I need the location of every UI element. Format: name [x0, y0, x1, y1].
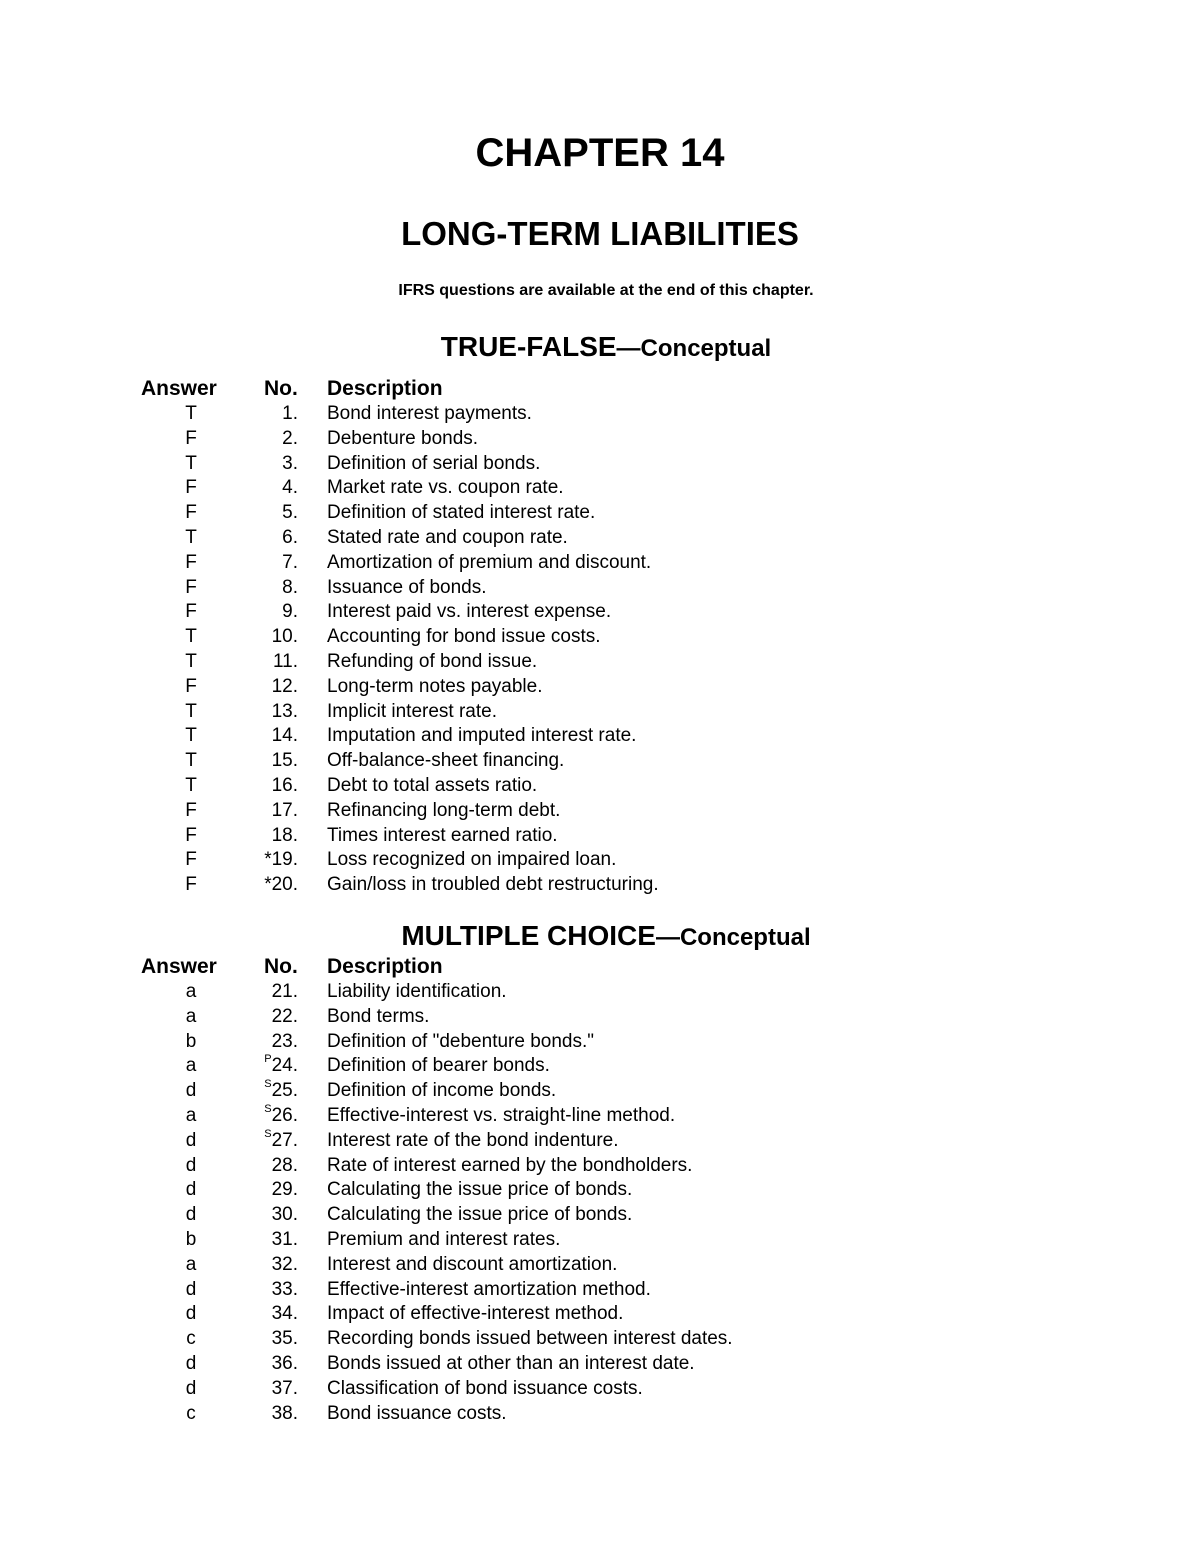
question-row — [0, 1054, 1200, 1079]
description-cell: Definition of serial bonds. — [327, 452, 541, 474]
question-row — [0, 576, 1200, 601]
question-row — [0, 700, 1200, 725]
description-cell: Gain/loss in troubled debt restructuring. — [327, 874, 659, 896]
question-number: 16. — [271, 774, 298, 796]
description-cell: Bond interest payments. — [327, 403, 532, 424]
question-row — [0, 600, 1200, 625]
question-row — [0, 980, 1200, 1005]
description-cell: Calculating the issue price of bonds. — [327, 1204, 633, 1226]
question-row — [0, 1228, 1200, 1253]
section-title-main: MULTIPLE CHOICE — [401, 920, 656, 951]
question-number-cell — [230, 1129, 298, 1156]
description-cell: Interest paid vs. interest expense. — [327, 601, 612, 623]
question-row — [0, 675, 1200, 700]
column-header-answer: Answer — [141, 377, 217, 400]
question-number: 30. — [271, 1204, 298, 1226]
question-row — [0, 1129, 1200, 1154]
question-source-marker: P — [264, 1053, 272, 1066]
question-number: 32. — [271, 1253, 298, 1275]
description-cell: Off-balance-sheet financing. — [327, 750, 565, 772]
question-number: 13. — [271, 700, 298, 722]
question-row — [0, 749, 1200, 774]
question-number: 36. — [271, 1352, 298, 1374]
question-number: 22. — [271, 1005, 298, 1027]
question-number: 38. — [271, 1402, 298, 1424]
description-cell: Accounting for bond issue costs. — [327, 626, 601, 648]
answer-cell: d — [185, 1129, 197, 1151]
question-number-cell — [230, 724, 298, 749]
description-cell: Interest rate of the bond indenture. — [327, 1129, 619, 1151]
description-cell: Rate of interest earned by the bondholders. — [327, 1154, 693, 1176]
question-number-cell — [230, 1278, 298, 1303]
section-title-multiple-choice — [0, 918, 1200, 956]
section-title-sub: —Conceptual — [616, 335, 772, 362]
question-number-cell — [230, 1203, 298, 1228]
question-number-cell — [230, 675, 298, 700]
question-number-cell — [230, 799, 298, 824]
question-number: 3. — [282, 452, 298, 474]
question-number: 21. — [271, 981, 298, 1002]
description-cell: Classification of bond issuance costs. — [327, 1377, 643, 1399]
description-cell: Interest and discount amortization. — [327, 1253, 618, 1275]
description-cell: Effective-interest amortization method. — [327, 1278, 651, 1300]
answer-cell: a — [185, 981, 197, 1002]
question-row — [0, 1178, 1200, 1203]
question-row — [0, 476, 1200, 501]
question-row — [0, 501, 1200, 526]
chapter-title: CHAPTER 14 — [475, 131, 725, 175]
question-number: 12. — [271, 675, 298, 697]
answer-cell: d — [185, 1303, 197, 1325]
answer-cell: T — [185, 452, 197, 474]
answer-cell: d — [185, 1204, 197, 1226]
answer-cell: T — [185, 650, 197, 672]
answer-cell: c — [186, 1402, 196, 1424]
question-row — [0, 1104, 1200, 1129]
question-row — [0, 724, 1200, 749]
question-number-cell — [230, 1253, 298, 1278]
answer-cell: F — [185, 849, 197, 871]
question-number: 17. — [271, 799, 298, 821]
question-number-cell — [230, 427, 298, 452]
question-row — [0, 1402, 1200, 1427]
question-number: 33. — [271, 1278, 298, 1300]
question-number: 29. — [271, 1179, 298, 1201]
question-number-cell — [230, 600, 298, 625]
question-number-cell — [230, 824, 298, 849]
description-cell: Bond terms. — [327, 1005, 430, 1027]
description-cell: Market rate vs. coupon rate. — [327, 477, 564, 499]
question-row — [0, 1203, 1200, 1228]
question-row — [0, 1278, 1200, 1303]
question-number-cell — [230, 1377, 298, 1402]
question-source-marker: S — [264, 1127, 272, 1140]
question-row — [0, 452, 1200, 477]
answer-cell: a — [185, 1104, 197, 1126]
column-header-description: Description — [327, 955, 443, 978]
question-number-cell — [230, 551, 298, 576]
question-row — [0, 774, 1200, 799]
description-cell: Long-term notes payable. — [327, 675, 543, 697]
question-number-cell — [230, 1352, 298, 1377]
question-number: 18. — [271, 824, 298, 846]
description-cell: Premium and interest rates. — [327, 1228, 561, 1250]
question-row — [0, 650, 1200, 675]
question-row — [0, 1352, 1200, 1377]
question-number-cell — [230, 1154, 298, 1179]
question-number-cell — [230, 402, 298, 427]
description-cell: Times interest earned ratio. — [327, 824, 558, 846]
answer-cell: T — [185, 700, 197, 722]
question-row — [0, 1302, 1200, 1327]
question-number: 15. — [271, 750, 298, 772]
question-number: 10. — [271, 626, 298, 648]
description-cell: Impact of effective-interest method. — [327, 1303, 624, 1325]
section-title-sub: —Conceptual — [655, 924, 811, 951]
question-number-cell — [230, 873, 298, 898]
description-cell: Stated rate and coupon rate. — [327, 526, 568, 548]
column-header-description: Description — [327, 377, 443, 400]
answer-cell: d — [185, 1278, 197, 1300]
question-number-cell — [230, 650, 298, 675]
answer-cell: T — [185, 725, 197, 747]
question-row — [0, 1377, 1200, 1402]
answer-cell: d — [185, 1154, 197, 1176]
answer-cell: T — [185, 774, 197, 796]
answer-cell: F — [185, 502, 197, 524]
answer-cell: F — [185, 477, 197, 499]
question-row — [0, 1079, 1200, 1104]
question-number: 14. — [271, 725, 298, 747]
question-number-cell — [230, 848, 298, 873]
question-number-cell — [230, 980, 298, 1005]
description-cell: Effective-interest vs. straight-line method. — [327, 1104, 676, 1126]
question-number-cell — [230, 501, 298, 526]
question-number: 34. — [271, 1303, 298, 1325]
description-cell: Definition of "debenture bonds." — [327, 1030, 595, 1052]
description-cell: Definition of income bonds. — [327, 1080, 557, 1102]
description-cell: Bond issuance costs. — [327, 1402, 507, 1424]
column-header-answer: Answer — [141, 955, 217, 978]
description-cell: Refunding of bond issue. — [327, 650, 538, 672]
description-cell: Bonds issued at other than an interest date. — [327, 1352, 695, 1374]
description-cell: Loss recognized on impaired loan. — [327, 849, 617, 871]
question-number-cell — [230, 1302, 298, 1327]
question-row — [0, 1005, 1200, 1030]
question-number: *19. — [264, 849, 298, 871]
answer-cell: F — [185, 601, 197, 623]
answer-cell: F — [185, 427, 197, 449]
answer-cell: c — [186, 1328, 196, 1350]
description-cell: Amortization of premium and discount. — [327, 551, 652, 573]
answer-cell: F — [185, 675, 197, 697]
question-number-cell — [230, 1079, 298, 1106]
question-number: 2. — [282, 427, 298, 449]
question-source-marker: S — [264, 1102, 272, 1115]
question-number: 25. — [271, 1080, 298, 1102]
question-row — [0, 799, 1200, 824]
question-list-true-false — [0, 402, 1200, 898]
question-number-cell — [230, 452, 298, 477]
question-row — [0, 1030, 1200, 1055]
question-number-cell — [230, 576, 298, 601]
question-number-cell — [230, 1327, 298, 1352]
question-number: 26. — [271, 1104, 298, 1126]
section-title-true-false — [0, 329, 1200, 367]
question-number: 23. — [271, 1030, 298, 1052]
question-number-cell — [230, 1402, 298, 1427]
question-row — [0, 1253, 1200, 1278]
column-header-no: No. — [264, 955, 298, 978]
question-number: 5. — [282, 502, 298, 524]
question-number-cell — [230, 1005, 298, 1030]
answer-cell: a — [185, 1005, 197, 1027]
question-number-cell — [230, 1104, 298, 1131]
description-cell: Recording bonds issued between interest dates. — [327, 1328, 733, 1350]
description-cell: Definition of bearer bonds. — [327, 1055, 550, 1077]
question-number-cell — [230, 526, 298, 551]
answer-cell: T — [185, 626, 197, 648]
column-header-no: No. — [264, 377, 298, 400]
question-row — [0, 402, 1200, 427]
question-row — [0, 427, 1200, 452]
question-number-cell — [230, 1030, 298, 1055]
question-row — [0, 848, 1200, 873]
description-cell: Debt to total assets ratio. — [327, 774, 538, 796]
question-number: 1. — [282, 403, 298, 424]
description-cell: Definition of stated interest rate. — [327, 502, 596, 524]
chapter-subtitle: LONG-TERM LIABILITIES — [401, 215, 799, 252]
answer-cell: F — [185, 576, 197, 598]
question-number: 4. — [282, 477, 298, 499]
description-cell: Liability identification. — [327, 981, 507, 1002]
question-row — [0, 873, 1200, 898]
question-row — [0, 824, 1200, 849]
question-number-cell — [230, 476, 298, 501]
answer-cell: T — [185, 750, 197, 772]
answer-cell: d — [185, 1080, 197, 1102]
answer-cell: b — [185, 1228, 197, 1250]
question-number-cell — [230, 1178, 298, 1203]
answer-cell: d — [185, 1377, 197, 1399]
question-number: 9. — [282, 601, 298, 623]
question-number-cell — [230, 749, 298, 774]
question-row — [0, 625, 1200, 650]
question-number-cell — [230, 1228, 298, 1253]
description-cell: Issuance of bonds. — [327, 576, 487, 598]
section-title-main: TRUE-FALSE — [440, 331, 617, 362]
question-number: 27. — [271, 1129, 298, 1151]
question-number-cell — [230, 774, 298, 799]
answer-cell: b — [185, 1030, 197, 1052]
answer-cell: F — [185, 551, 197, 573]
description-cell: Debenture bonds. — [327, 427, 479, 449]
question-number: 6. — [282, 526, 298, 548]
description-cell: Implicit interest rate. — [327, 700, 497, 722]
answer-cell: d — [185, 1352, 197, 1374]
answer-cell: a — [185, 1253, 197, 1275]
answer-cell: F — [185, 824, 197, 846]
question-number: 8. — [282, 576, 298, 598]
question-number: *20. — [264, 874, 298, 896]
question-number: 11. — [272, 650, 298, 672]
question-number: 24. — [271, 1055, 298, 1077]
question-list-multiple-choice — [0, 980, 1200, 1426]
question-number: 35. — [271, 1328, 298, 1350]
answer-cell: T — [185, 403, 197, 424]
question-source-marker: S — [264, 1078, 272, 1091]
answer-cell: a — [185, 1055, 197, 1077]
question-number: 28. — [271, 1154, 298, 1176]
question-number: 31. — [271, 1228, 298, 1250]
answer-cell: T — [185, 526, 197, 548]
question-row — [0, 1327, 1200, 1352]
question-number: 7. — [282, 551, 298, 573]
description-cell: Calculating the issue price of bonds. — [327, 1179, 633, 1201]
question-number-cell — [230, 625, 298, 650]
answer-cell: F — [185, 874, 197, 896]
answer-cell: F — [185, 799, 197, 821]
table-header-multiple-choice — [0, 953, 1200, 981]
description-cell: Refinancing long-term debt. — [327, 799, 561, 821]
question-row — [0, 551, 1200, 576]
answer-cell: d — [185, 1179, 197, 1201]
question-row — [0, 1154, 1200, 1179]
question-number-cell — [230, 700, 298, 725]
ifrs-note: IFRS questions are available at the end of this chapter. — [398, 282, 814, 299]
description-cell: Imputation and imputed interest rate. — [327, 725, 637, 747]
table-header-true-false — [0, 375, 1200, 403]
question-number: 37. — [271, 1377, 298, 1399]
question-row — [0, 526, 1200, 551]
